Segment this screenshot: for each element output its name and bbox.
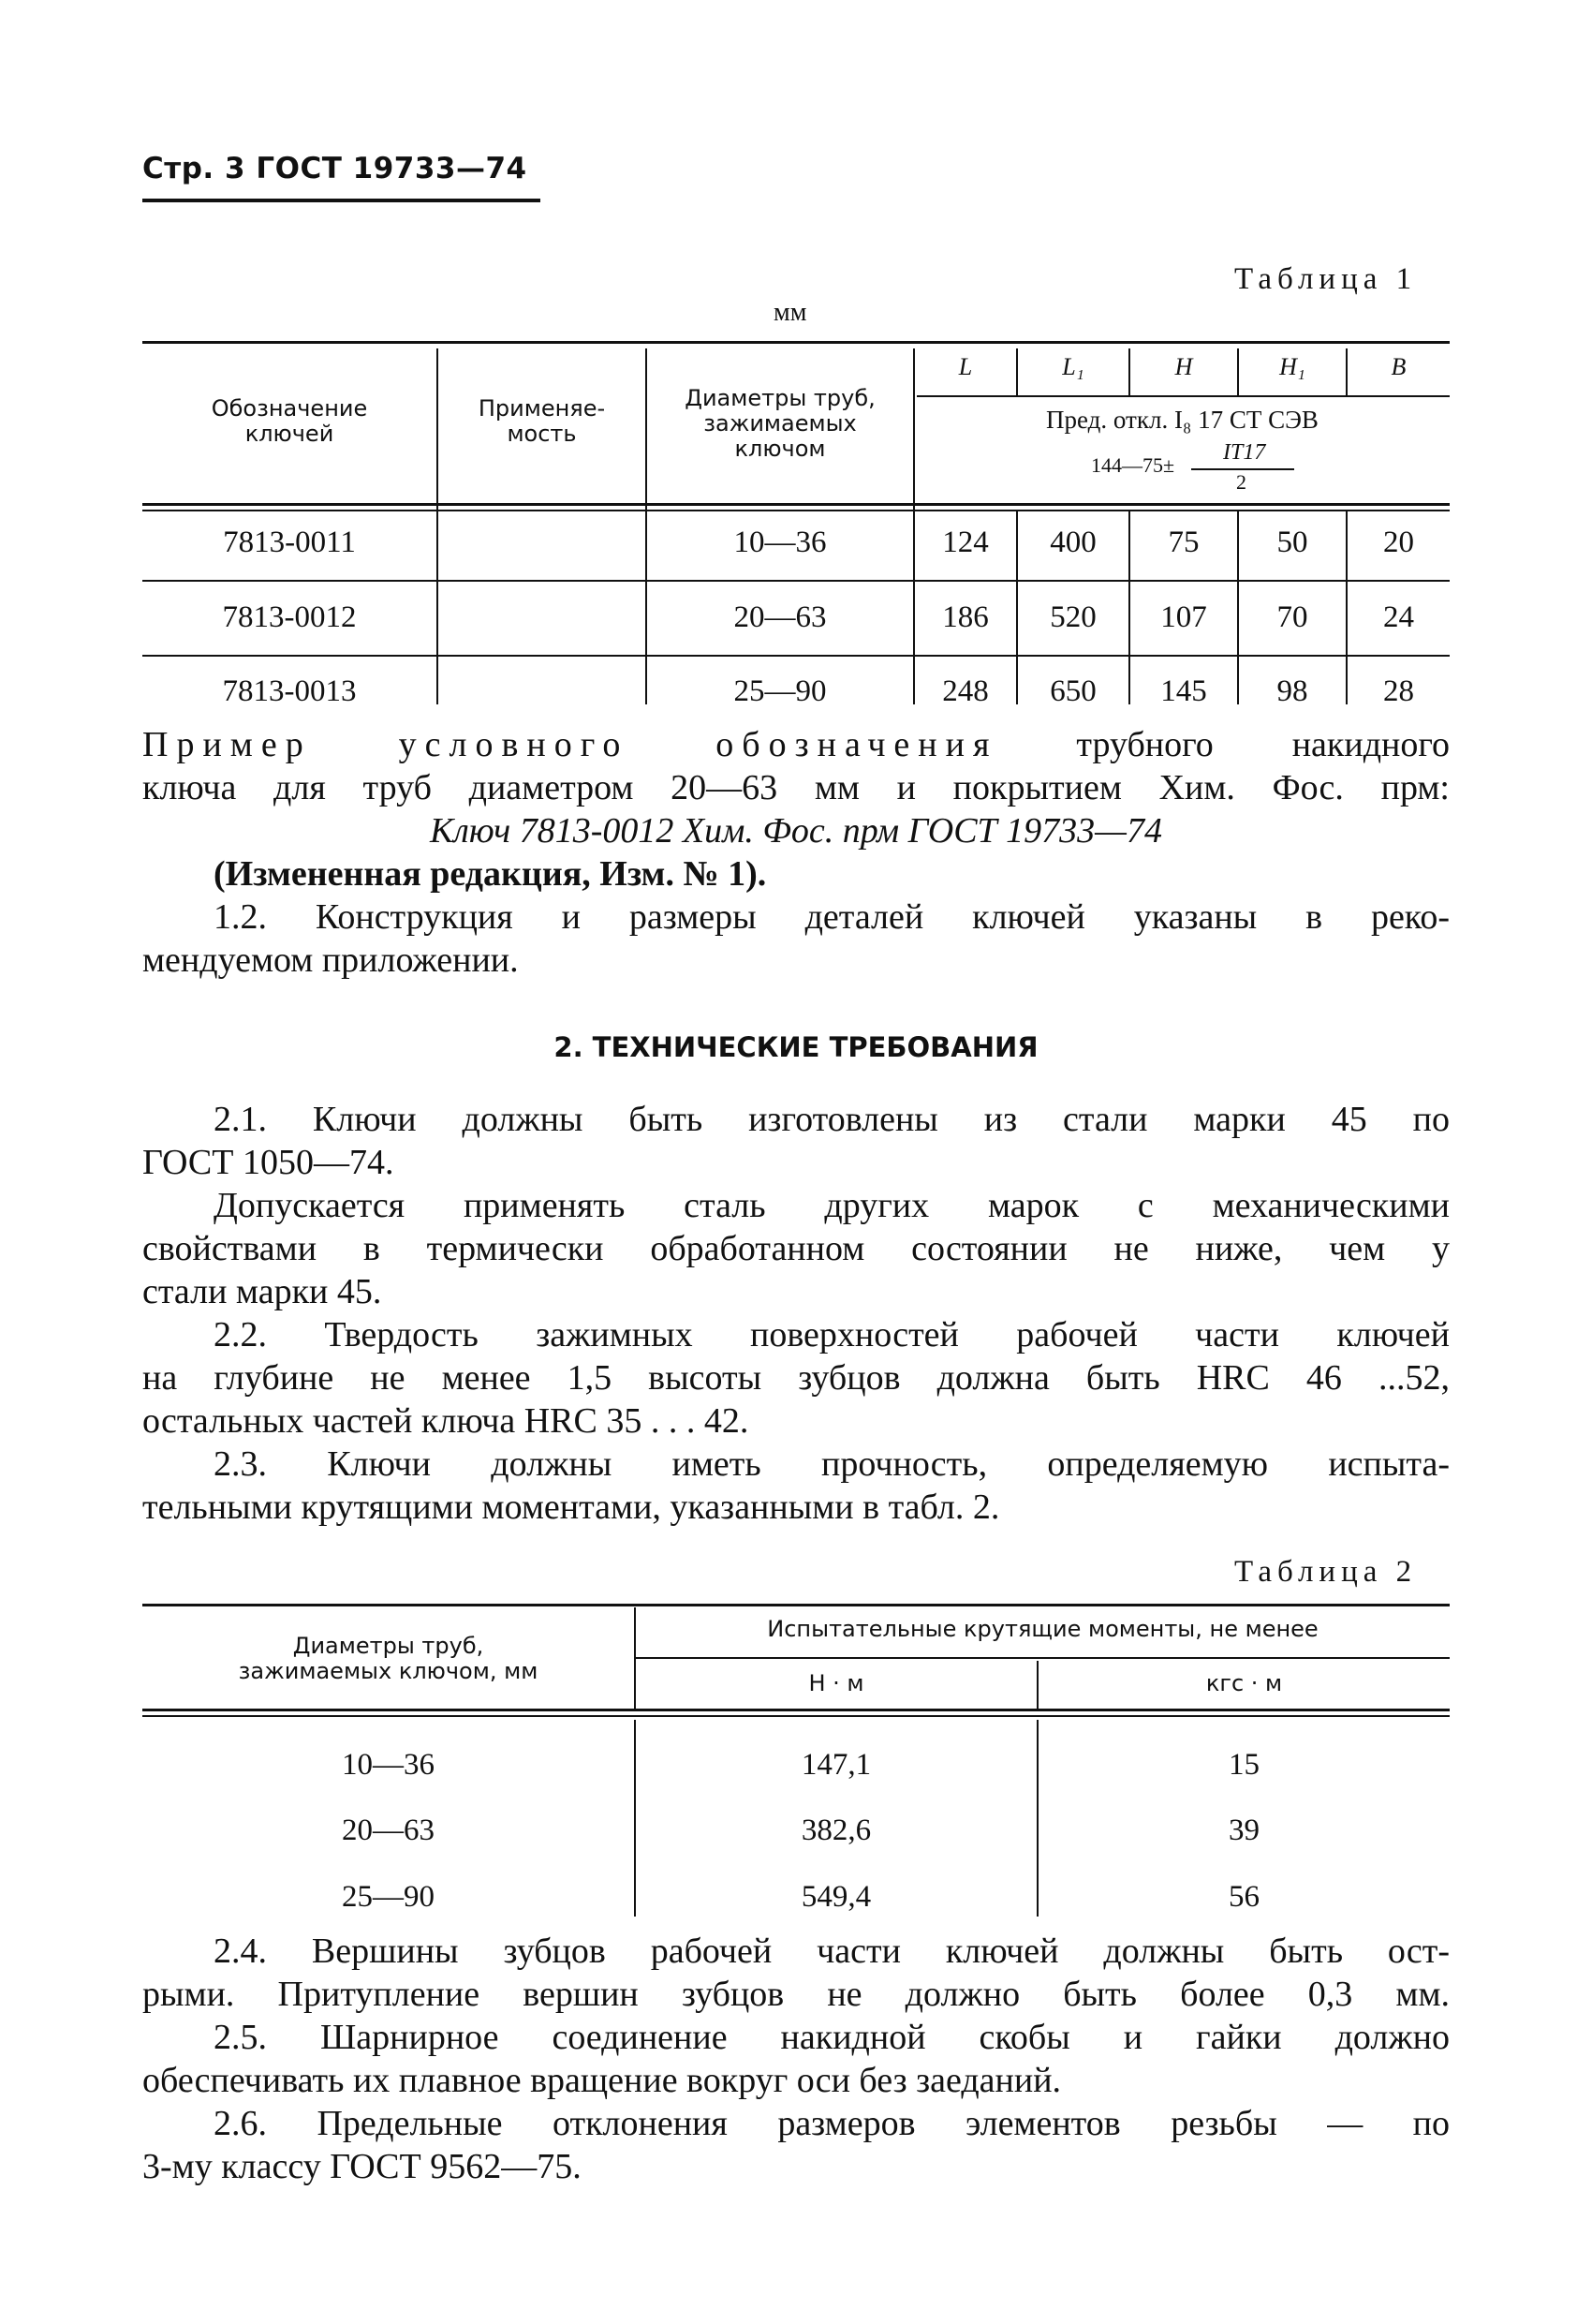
paragraph-2-5-line: обеспечивать их плавное вращение вокруг оси без заеданий. <box>142 2061 1062 2100</box>
spaced-text: Пример условного обозначения <box>142 725 998 764</box>
header-line: ключей <box>244 421 334 447</box>
example-designation: Ключ 7813-0012 Хим. Фос. прм ГОСТ 19733—74 <box>430 811 1162 851</box>
table1-header-designation <box>142 396 436 447</box>
header-line: мость <box>507 421 577 447</box>
table2-header-rule <box>142 1709 1450 1711</box>
table2-cell-kgs: 15 <box>1229 1748 1260 1782</box>
table1-header-H: H <box>1174 353 1193 380</box>
table1-header-B: B <box>1391 353 1407 380</box>
example-paragraph-line <box>142 723 1450 766</box>
paragraph-2-1b-line: стали марки 45. <box>142 1272 382 1311</box>
table2-top-rule <box>142 1604 1450 1606</box>
table1-row-rule <box>142 655 1450 657</box>
table1-tolerance-prefix: 144—75± <box>1091 453 1175 477</box>
example-paragraph-line: ключа для труб диаметром 20—63 мм и покрытием Хим. Фос. прм: <box>142 768 1450 807</box>
table1-header-H1: H₁ <box>1279 353 1305 380</box>
table1-cell-L1: 400 <box>1050 525 1097 559</box>
table1-header-applicability <box>438 396 645 447</box>
header-line: Диаметры труб, <box>292 1633 484 1659</box>
paragraph-2-6-line: 3-му классу ГОСТ 9562—75. <box>142 2147 582 2186</box>
table2-cell-diameter: 10—36 <box>342 1748 435 1782</box>
paragraph-2-1b-line: Допускается применять сталь других марок с механическими <box>214 1186 1450 1225</box>
table2-header-diameter <box>142 1634 634 1684</box>
table1-cell-H1: 70 <box>1276 600 1308 634</box>
header-line: Диаметры труб, <box>685 385 876 411</box>
table2-cell-nm: 382,6 <box>801 1813 872 1847</box>
table1-row-rule <box>142 580 1450 582</box>
table1-tolerance-denominator: 2 <box>1236 470 1246 494</box>
table1-cell-B: 24 <box>1383 600 1414 634</box>
table1-cell-diameter: 25—90 <box>733 674 827 708</box>
paragraph-2-2-line: остальных частей ключа HRC 35 . . . 42. <box>142 1401 749 1441</box>
paragraph-2-3-line: тельными крутящими моментами, указанными в табл. 2. <box>142 1488 1000 1527</box>
table1-cell-H1: 98 <box>1276 674 1308 708</box>
table1-cell-designation: 7813-0011 <box>223 525 356 559</box>
revision-note: (Измененная редакция, Изм. № 1). <box>214 854 767 894</box>
table1-cell-B: 28 <box>1383 674 1414 708</box>
paragraph-2-2-line: на глубине не менее 1,5 высоты зубцов должна быть HRC 46 ...52, <box>142 1358 1450 1398</box>
table2-caption: Таблица 2 <box>1234 1555 1418 1589</box>
table1-cell-L: 186 <box>942 600 989 634</box>
table2-cell-kgs: 56 <box>1229 1880 1260 1914</box>
table2-header-nm: Н · м <box>808 1670 864 1696</box>
header-line: зажимаемых ключом, мм <box>238 1658 538 1684</box>
table1-cell-H1: 50 <box>1276 525 1308 559</box>
table1-cell-H: 145 <box>1160 674 1207 708</box>
header-rule <box>142 199 540 202</box>
table2-header-kgs: кгс · м <box>1205 1670 1283 1696</box>
table1-header-L: L <box>958 353 973 380</box>
table1-cell-H: 75 <box>1168 525 1200 559</box>
paragraph-1-2-line: 1.2. Конструкция и размеры деталей ключей указаны в реко- <box>214 897 1450 937</box>
table2-cell-diameter: 20—63 <box>342 1813 435 1847</box>
text-run: трубного накидного <box>1076 725 1451 764</box>
table1-cell-B: 20 <box>1383 525 1414 559</box>
paragraph-2-2-line: 2.2. Твердость зажимных поверхностей рабочей части ключей <box>214 1315 1450 1354</box>
table1-cell-designation: 7813-0013 <box>222 674 357 708</box>
table2-header-rule-2 <box>142 1715 1450 1717</box>
table2-cell-nm: 147,1 <box>801 1748 872 1782</box>
paragraph-2-5-line: 2.5. Шарнирное соединение накидной скобы и гайки должно <box>214 2018 1450 2057</box>
header-line: зажимаемых <box>703 410 857 437</box>
table1-dims-rule <box>917 395 1450 397</box>
table2-cell-nm: 549,4 <box>801 1880 872 1914</box>
header-line: ключом <box>734 436 826 462</box>
table1-header-diameter <box>647 386 913 462</box>
table1-cell-designation: 7813-0012 <box>222 600 357 634</box>
table1-header-tolerance: Пред. откл. I₈ 17 СТ СЭВ <box>1046 406 1319 434</box>
paragraph-1-2-line: мендуемом приложении. <box>142 940 519 980</box>
table2-cell-diameter: 25—90 <box>342 1880 435 1914</box>
table1-header-rule-2 <box>142 510 1450 511</box>
table1-cell-H: 107 <box>1160 600 1207 634</box>
table1-cell-diameter: 10—36 <box>733 525 827 559</box>
table1-cell-L: 124 <box>942 525 989 559</box>
paragraph-2-4-line: 2.4. Вершины зубцов рабочей части ключей должны быть ост- <box>214 1932 1450 1971</box>
table1-header-L1: L₁ <box>1062 353 1084 380</box>
table2-sub-rule <box>636 1657 1450 1659</box>
table2-header-moments: Испытательные крутящие моменты, не менее <box>767 1616 1319 1642</box>
table1-cell-L: 248 <box>942 674 989 708</box>
header-line: Обозначение <box>211 395 368 422</box>
paragraph-2-1b-line: свойствами в термически обработанном состоянии не ниже, чем у <box>142 1229 1450 1268</box>
section-title: 2. ТЕХНИЧЕСКИЕ ТРЕБОВАНИЯ <box>553 1031 1039 1063</box>
header-line: Применяе- <box>478 395 606 422</box>
table1-cell-diameter: 20—63 <box>733 600 827 634</box>
paragraph-2-3-line: 2.3. Ключи должны иметь прочность, определяемую испыта- <box>214 1444 1450 1484</box>
paragraph-2-1-line: 2.1. Ключи должны быть изготовлены из стали марки 45 по <box>214 1100 1450 1139</box>
table1-top-rule <box>142 341 1450 344</box>
table1-header-rule <box>142 503 1450 506</box>
paragraph-2-1-line: ГОСТ 1050—74. <box>142 1143 394 1182</box>
paragraph-2-6-line: 2.6. Предельные отклонения размеров элементов резьбы — по <box>214 2104 1450 2143</box>
table1-tolerance-numerator: IT17 <box>1223 440 1266 465</box>
page-header: Стр. 3 ГОСТ 19733—74 <box>142 152 527 185</box>
table1-cell-L1: 650 <box>1050 674 1097 708</box>
table1-caption: Таблица 1 <box>1234 262 1418 296</box>
table1-unit: мм <box>774 298 807 327</box>
table2-cell-kgs: 39 <box>1229 1813 1260 1847</box>
table1-cell-L1: 520 <box>1050 600 1097 634</box>
paragraph-2-4-line: рыми. Притупление вершин зубцов не должно быть более 0,3 мм. <box>142 1975 1450 2014</box>
